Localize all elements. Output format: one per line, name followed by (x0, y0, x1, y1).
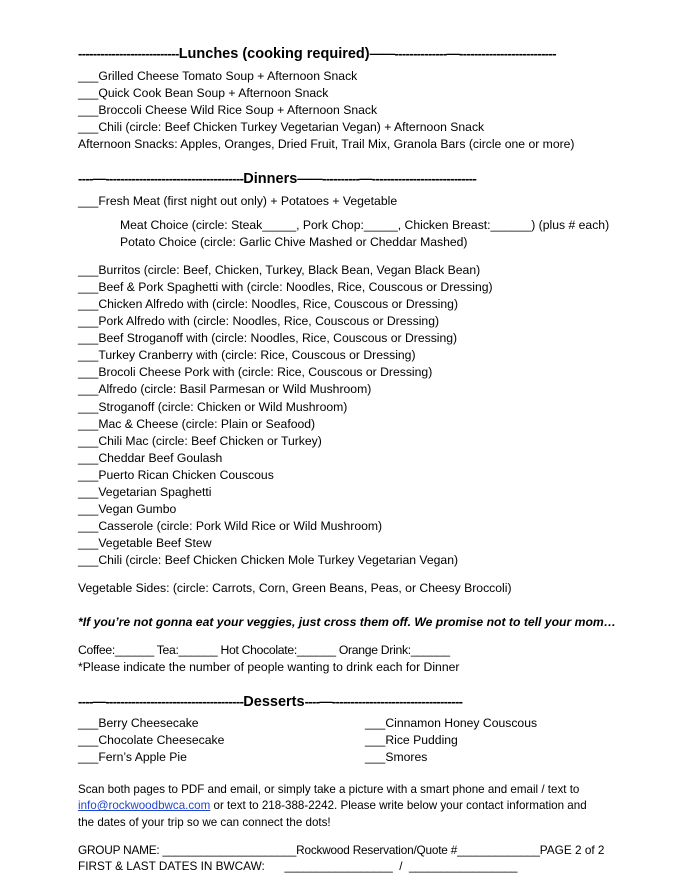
group-name-row (78, 842, 606, 858)
spacer (78, 598, 606, 614)
first-date-field[interactable]: _________________ (284, 859, 393, 874)
dates-row (78, 858, 606, 874)
spacer (78, 251, 606, 262)
dessert-item[interactable]: ___Fern’s Apple Pie (78, 750, 187, 764)
contact-email-link[interactable]: info@rockwoodbwca.com (78, 799, 211, 813)
lunches-header-dash-right: ——--------------—-------------------------- (369, 46, 556, 61)
dinners-header-title: Dinners (243, 171, 298, 188)
dinners-section-header (78, 169, 606, 189)
lunches-section-header (78, 44, 606, 64)
reservation-quote-field[interactable]: Rockwood Reservation/Quote #_____________ (296, 842, 540, 857)
dessert-item[interactable]: ___Rice Pudding (365, 732, 458, 747)
dates-separator: / (399, 859, 403, 874)
document-content (78, 44, 616, 875)
veggie-joke-note: *If you’re not gonna eat your veggies, just cross them off. We promise not to tell your mom… (78, 614, 616, 629)
instructions-text-part2: or text to 218-388-2242. Please write below your contact information and the dates of your trip so we can connect the dots! (78, 799, 587, 829)
dates-label: FIRST & LAST DATES IN BWCAW: (78, 859, 265, 874)
spacer (78, 676, 606, 692)
dinner-item[interactable]: ___Mac & Cheese (circle: Plain or Seafood) (78, 416, 316, 431)
dinners-header-dash-left: ----—------------------------------------- (78, 171, 244, 187)
dinner-item[interactable]: ___Burritos (circle: Beef, Chicken, Turkey, Black Bean, Vegan Black Bean) (78, 262, 481, 277)
dinner-item-list (78, 262, 606, 570)
drinks-note: *Please indicate the number of people wanting to drink each for Dinner (78, 659, 460, 674)
fresh-meat-item[interactable]: ___Fresh Meat (first night out only) + Potatoes + Vegetable (78, 194, 398, 209)
lunch-item[interactable]: ___Grilled Cheese Tomato Soup + Afternoon Snack (78, 69, 358, 83)
lunch-item[interactable]: ___Quick Cook Bean Soup + Afternoon Snack (78, 86, 329, 101)
instructions-text-part1: Scan both pages to PDF and email, or simply take a picture with a smart phone and email / text to (78, 783, 580, 797)
dinner-item[interactable]: ___Casserole (circle: Pork Wild Rice or Wild Mushroom) (78, 519, 383, 534)
lunches-item-list (78, 68, 606, 153)
spacer (78, 766, 606, 782)
desserts-header-dash-left: ----—------------------------------------- (78, 693, 244, 709)
dessert-item[interactable]: ___Cinnamon Honey Couscous (365, 715, 538, 730)
dessert-item[interactable]: ___Chocolate Cheesecake (78, 732, 225, 747)
vegetable-sides-line[interactable]: Vegetable Sides: (circle: Carrots, Corn, Green Beans, Peas, or Cheesy Broccoli) (78, 581, 512, 596)
spacer (78, 153, 606, 169)
dinner-item[interactable]: ___Chicken Alfredo with (circle: Noodles, Rice, Couscous or Dressing) (78, 296, 459, 311)
dinner-item[interactable]: ___Cheddar Beef Goulash (78, 450, 223, 465)
dinner-item[interactable]: ___Beef & Pork Spaghetti with (circle: Noodles, Rice, Couscous or Dressing) (78, 279, 493, 294)
spacer (78, 631, 606, 642)
dinner-item[interactable]: ___Brocoli Cheese Pork with (circle: Rice, Couscous or Dressing) (78, 365, 433, 380)
dinner-item[interactable]: ___Chili Mac (circle: Beef Chicken or Turkey) (78, 433, 322, 448)
group-name-field[interactable]: GROUP NAME: _____________________ (78, 842, 297, 857)
drinks-line[interactable]: Coffee:______ Tea:______ Hot Chocolate:______ Orange Drink:______ (78, 642, 450, 657)
lunch-item[interactable]: ___Broccoli Cheese Wild Rice Soup + Afternoon Snack (78, 103, 378, 118)
desserts-column-right (365, 715, 537, 766)
lunches-header-title: Lunches (cooking required) (178, 46, 370, 62)
desserts-header-dash-right: ----—----------------------------------- (304, 693, 463, 709)
desserts-item-grid (78, 715, 606, 766)
meat-choice-line[interactable]: Meat Choice (circle: Steak_____, Pork Chop:_____, Chicken Breast:______) (plus # each) (120, 217, 610, 232)
dinner-item[interactable]: ___Beef Stroganoff with (circle: Noodles, Rice, Couscous or Dressing) (78, 331, 458, 346)
dinners-header-dash-right: ——----------—---------------------------- (297, 171, 477, 187)
dinner-item[interactable]: ___Pork Alfredo with (circle: Noodles, Rice, Couscous or Dressing) (78, 314, 440, 329)
desserts-section-header (78, 692, 606, 712)
dinner-item[interactable]: ___Puerto Rican Chicken Couscous (78, 467, 274, 482)
page-number-label: PAGE 2 of 2 (539, 842, 605, 857)
spacer (78, 569, 606, 580)
dessert-item[interactable]: ___Berry Cheesecake (78, 715, 199, 730)
dinner-item[interactable]: ___Alfredo (circle: Basil Parmesan or Wild Mushroom) (78, 382, 372, 397)
spacer (78, 831, 606, 842)
desserts-header-title: Desserts (243, 693, 305, 710)
dinner-item[interactable]: ___Turkey Cranberry with (circle: Rice, Couscous or Dressing) (78, 348, 416, 363)
lunch-item[interactable]: ___Chili (circle: Beef Chicken Turkey Vegetarian Vegan) + Afternoon Snack (78, 120, 485, 135)
lunches-header-dash-left: --------------------------- (78, 46, 179, 61)
dinner-item[interactable]: ___Stroganoff (circle: Chicken or Wild Mushroom) (78, 399, 348, 414)
dinner-item[interactable]: ___Vegan Gumbo (78, 502, 177, 517)
dessert-item[interactable]: ___Smores (365, 750, 428, 764)
submission-instructions (78, 782, 598, 831)
dinner-item[interactable]: ___Chili (circle: Beef Chicken Chicken Mole Turkey Vegetarian Vegan) (78, 553, 459, 568)
potato-choice-line[interactable]: Potato Choice (circle: Garlic Chive Mashed or Cheddar Mashed) (120, 234, 468, 249)
dinner-item[interactable]: ___Vegetarian Spaghetti (78, 484, 212, 499)
afternoon-snacks-note: Afternoon Snacks: Apples, Oranges, Dried Fruit, Trail Mix, Granola Bars (circle one or more) (78, 137, 575, 152)
last-date-field[interactable]: _________________ (409, 859, 518, 874)
dinner-item[interactable]: ___Vegetable Beef Stew (78, 536, 212, 551)
